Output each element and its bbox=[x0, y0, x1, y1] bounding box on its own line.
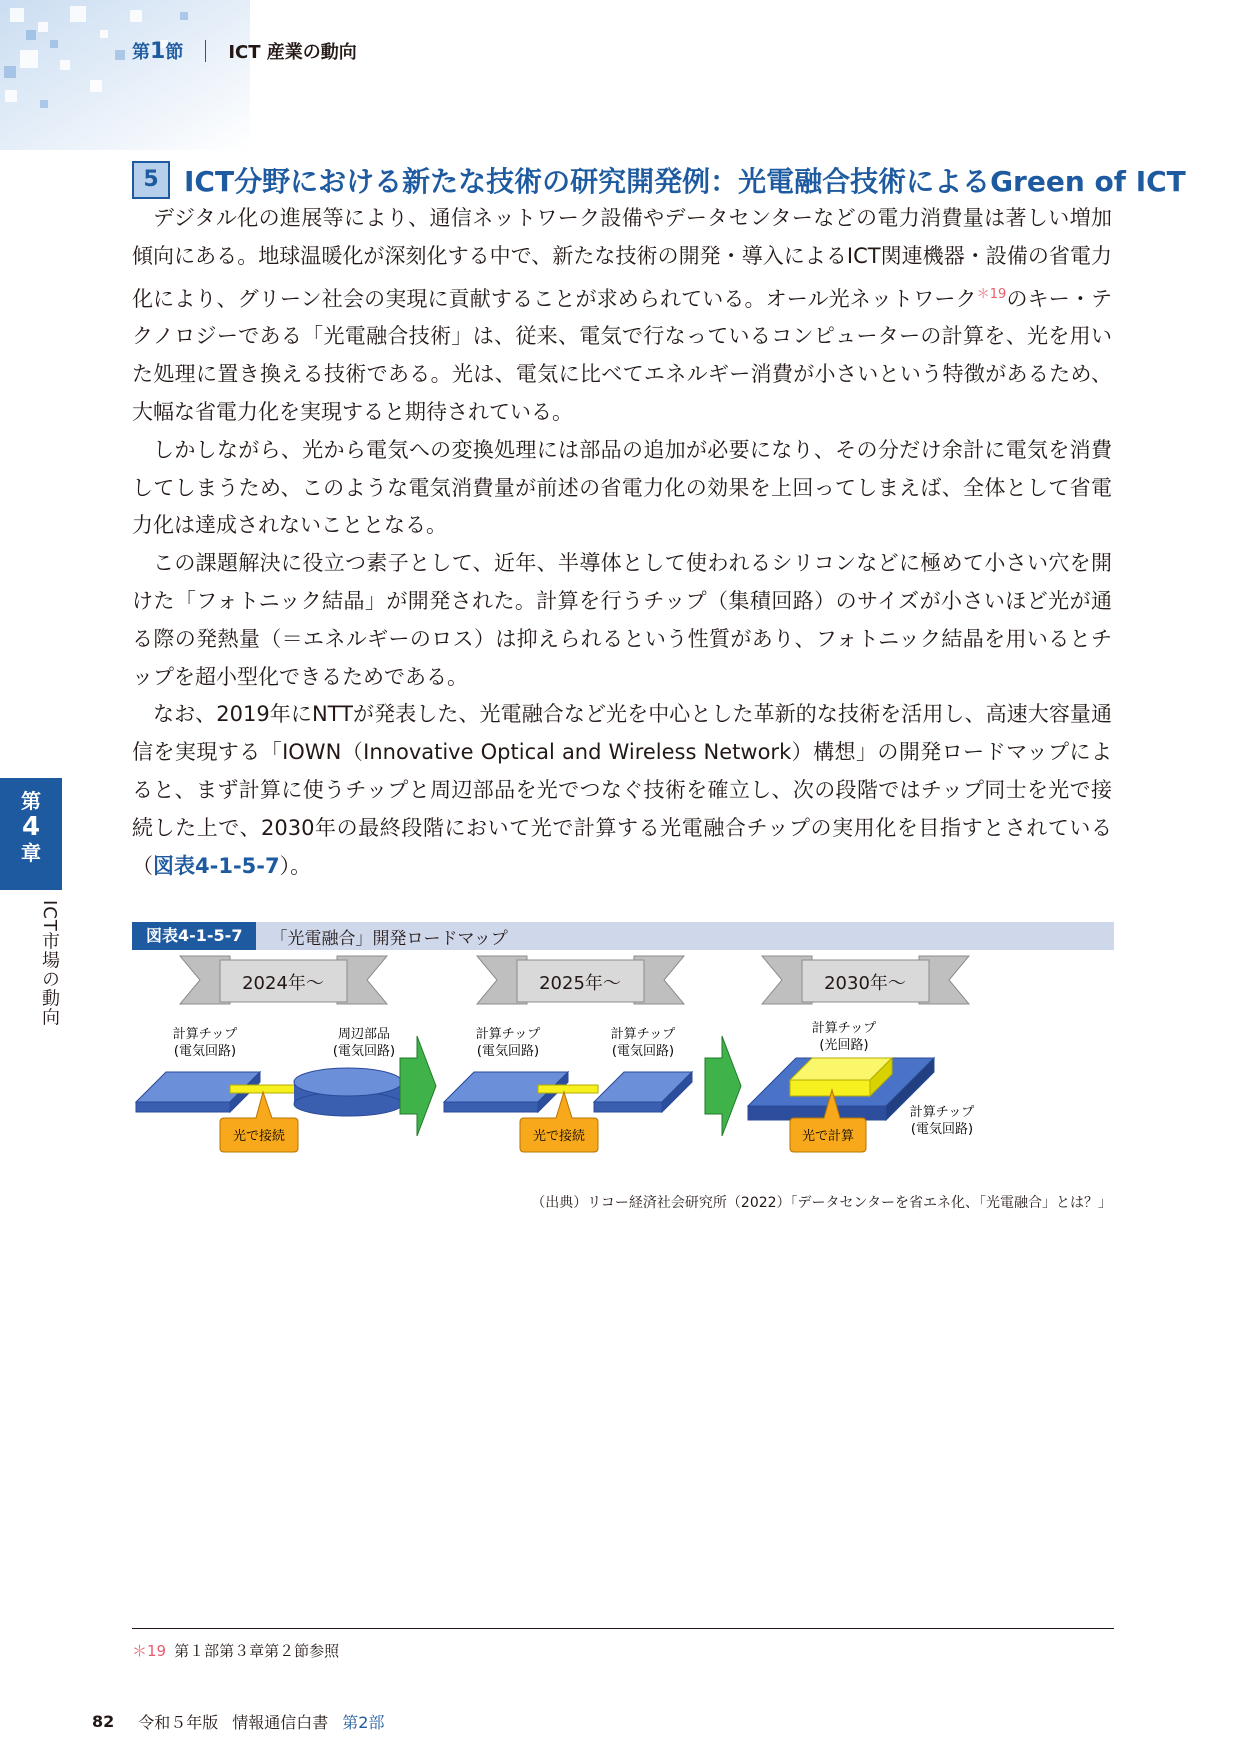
footnote-rule bbox=[132, 1628, 1114, 1629]
chapter-title-vertical: ICT市場の動向 bbox=[39, 900, 60, 1027]
running-header bbox=[132, 38, 357, 64]
chip-label: (光回路) bbox=[819, 1038, 869, 1053]
electric-chip bbox=[594, 1072, 692, 1112]
optical-link bbox=[230, 1085, 305, 1093]
subsection-heading bbox=[132, 160, 1186, 200]
header-divider bbox=[205, 40, 206, 62]
paragraph: この課題解決に役立つ素子として、近年、半導体として使われるシリコンなどに極めて小さい穴を開けた「フォトニック結晶」が開発された。計算を行うチップ（集積回路）のサイズが小さいほど光が通る際の発熱量（＝エネルギーのロス）は抑えられるという性質があり、フォトニック結晶を用いるとチップを超小型化できるためである。 bbox=[132, 551, 1112, 689]
chip-label: 計算チップ bbox=[475, 1027, 541, 1042]
figure-source: （出典）リコー経済社会研究所（2022）「データセンターを省エネ化、「光電融合」とは？」 bbox=[531, 1195, 1112, 1211]
chip-label: (電気回路) bbox=[611, 1044, 675, 1059]
paragraph: しかしながら、光から電気への変換処理には部品の追加が必要になり、その分だけ余計に電気を消費してしまうため、このような電気消費量が前述の省電力化の効果を上回ってしまえば、全体として省電力化は達成されないこととなる。 bbox=[132, 437, 1112, 538]
chip-label: 計算チップ bbox=[172, 1027, 238, 1042]
figure-reference-link[interactable]: 図表4-1-5-7 bbox=[153, 853, 280, 878]
peripheral-label: 周辺部品 bbox=[337, 1027, 391, 1042]
callout-text: 光で接続 bbox=[532, 1129, 586, 1144]
corner-decoration bbox=[0, 0, 250, 150]
figure-label: 図表4-1-5-7 bbox=[132, 922, 256, 950]
page-footer bbox=[92, 1710, 384, 1733]
footnote-mark: ＊19 bbox=[132, 1642, 167, 1660]
footnote-text: 第１部第３章第２節参照 bbox=[174, 1642, 340, 1660]
year-2024-label: 2024年～ bbox=[242, 973, 324, 994]
section-label: 第1節 bbox=[132, 39, 184, 64]
progress-arrow bbox=[705, 1036, 741, 1136]
part-label: 第2部 bbox=[342, 1713, 385, 1732]
body-text bbox=[132, 200, 1112, 885]
section-title: ICT 産業の動向 bbox=[228, 42, 357, 63]
chip-label: (電気回路) bbox=[173, 1044, 237, 1059]
optical-link bbox=[538, 1085, 598, 1093]
heading-number: 5 bbox=[132, 161, 170, 199]
callout-text: 光で接続 bbox=[232, 1129, 286, 1144]
peripheral-disk bbox=[294, 1068, 402, 1116]
year-2030-label: 2030年～ bbox=[824, 973, 906, 994]
year-ribbon-2025 bbox=[477, 956, 684, 1004]
year-2025-label: 2025年～ bbox=[539, 973, 621, 994]
page-number: 82 bbox=[92, 1712, 115, 1731]
heading-text: ICT分野における新たな技術の研究開発例：光電融合技術によるGreen of ICT bbox=[184, 165, 1186, 198]
footnote-reference[interactable]: ＊19 bbox=[976, 286, 1007, 302]
chip-label: 計算チップ bbox=[811, 1021, 877, 1036]
roadmap-diagram bbox=[132, 954, 1114, 1184]
peripheral-label: (電気回路) bbox=[332, 1044, 396, 1059]
callout-text: 光で計算 bbox=[801, 1129, 855, 1144]
footnote bbox=[132, 1640, 339, 1661]
chip-label: 計算チップ bbox=[909, 1105, 975, 1120]
edition: 令和５年版 bbox=[138, 1713, 219, 1732]
chip-label: 計算チップ bbox=[610, 1027, 676, 1042]
year-ribbon-2024 bbox=[180, 956, 387, 1004]
chip-label: (電気回路) bbox=[910, 1122, 974, 1137]
progress-arrow bbox=[400, 1036, 436, 1136]
publication-title: 情報通信白書 bbox=[232, 1713, 329, 1732]
figure-caption-bar bbox=[132, 922, 1114, 950]
paragraph: なお、2019年にNTTが発表した、光電融合など光を中心とした革新的な技術を活用し、高速大容量通信を実現する「IOWN（Innovative Optical and Wireless Network）構想」の開発ロードマップによると、まず計算に使うチップと周辺部品を光でつなぐ技術を確立し、次の段階ではチップ同士を光で接続した上で、2030年の最終段階において光で計算する光電融合チップの実用化を目指すとされている（図表4-1-5-7）。 bbox=[132, 702, 1112, 878]
figure-caption: 「光電融合」開発ロードマップ bbox=[270, 928, 508, 949]
year-ribbon-2030 bbox=[762, 956, 969, 1004]
chip-label: (電気回路) bbox=[476, 1044, 540, 1059]
paragraph: デジタル化の進展等により、通信ネットワーク設備やデータセンターなどの電力消費量は著しい増加傾向にある。地球温暖化が深刻化する中で、新たな技術の開発・導入によるICT関連機器・設備の省電力化により、グリーン社会の実現に貢献することが求められている。オール光ネットワーク$^{*19}$のキー・テクノロジーである「光電融合技術」は、従来、電気で行なっているコンピューターの計算を、光を用いた処理に置き換える技術である。光は、電気に比べてエネルギー消費が小さいという特徴があるため、大幅な省電力化を実現すると期待されている。 bbox=[132, 206, 1112, 424]
chapter-tab: 第 4 章 bbox=[0, 778, 62, 890]
